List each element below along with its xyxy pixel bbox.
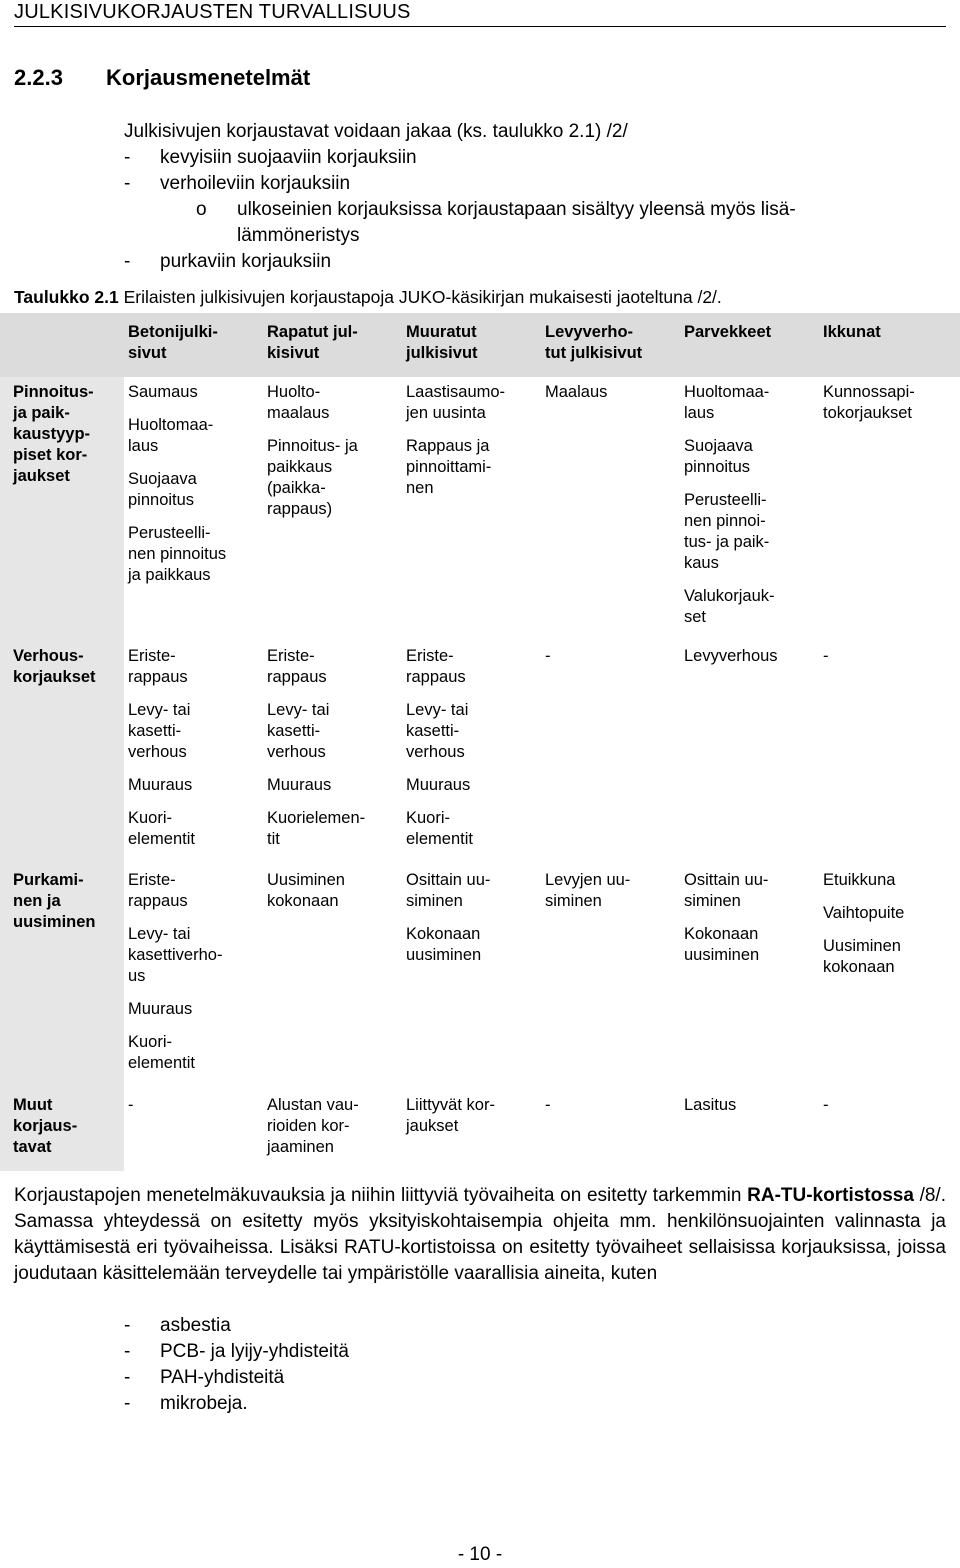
table-row — [0, 1090, 960, 1171]
caption-text: Erilaisten julkisivujen korjaustapoja JUKO-käsikirjan mukaisesti jaoteltuna /2/. — [123, 287, 722, 307]
cell-item: Uusiminen kokonaan — [267, 871, 345, 910]
cell-item: Osittain uu- siminen — [684, 871, 769, 910]
table-cell — [541, 377, 680, 641]
cell-item: Suojaava pinnoitus — [128, 470, 197, 509]
cell-item: Kokonaan uusiminen — [684, 925, 760, 964]
cell-item: Levy- tai kasetti- verhous — [406, 701, 469, 761]
table-cell — [680, 641, 819, 865]
cell-item: Perusteelli- nen pinnoitus ja paikkaus — [128, 524, 227, 584]
cell-item: Osittain uu- siminen — [406, 871, 491, 910]
cell-item: Muuraus — [128, 776, 193, 794]
table-cell — [680, 1090, 819, 1171]
repair-methods-table — [0, 313, 960, 1171]
cell-item: - — [128, 1096, 134, 1114]
table-row — [0, 641, 960, 865]
table-caption — [14, 287, 722, 308]
column-header: Muuratut julkisivut — [402, 313, 541, 377]
cell-item: Levy- tai kasetti- verhous — [128, 701, 191, 761]
table-row — [0, 865, 960, 1090]
intro-item: - purkaviin korjauksiin — [124, 251, 332, 272]
cell-item: Rappaus ja pinnoittami- nen — [406, 437, 492, 497]
table-cell — [680, 865, 819, 1090]
column-header: Parvekkeet — [680, 313, 819, 377]
cell-item: Kuorielemen- tit — [267, 809, 366, 848]
intro-item: - kevyisiin suojaaviin korjauksiin — [124, 147, 417, 168]
cell-item: Pinnoitus- ja paikkaus (paikka- rappaus) — [267, 437, 358, 518]
cell-item: Etuikkuna — [823, 871, 896, 889]
table-cell — [541, 1090, 680, 1171]
cell-item: Huoltomaa- laus — [684, 383, 770, 422]
table-cell — [402, 641, 541, 865]
table-cell — [402, 865, 541, 1090]
cell-item: Muuraus — [128, 1000, 193, 1018]
table-cell — [263, 865, 402, 1090]
cell-item: - — [545, 647, 551, 665]
table-cell — [819, 377, 960, 641]
cell-item: - — [545, 1096, 551, 1114]
column-header: Rapatut jul- kisivut — [263, 313, 402, 377]
cell-item: Muuraus — [406, 776, 471, 794]
cell-item: Huolto- maalaus — [267, 383, 330, 422]
table-cell — [402, 377, 541, 641]
cell-item: - — [823, 647, 829, 665]
cell-item: Levyjen uu- siminen — [545, 871, 631, 910]
cell-item: Eriste- rappaus — [406, 647, 466, 686]
cell-item: Kunnossapi- tokorjaukset — [823, 383, 915, 422]
cell-item: Kuori- elementit — [128, 1033, 195, 1072]
cell-item: Levy- tai kasetti- verhous — [267, 701, 330, 761]
table-cell — [402, 1090, 541, 1171]
table-cell — [263, 1090, 402, 1171]
row-header: Purkami- nen ja uusiminen — [0, 865, 124, 1090]
caption-label: Taulukko 2.1 — [14, 287, 119, 307]
column-header: Ikkunat — [819, 313, 960, 377]
column-header: Levyverho- tut julkisivut — [541, 313, 680, 377]
table-cell — [124, 1090, 263, 1171]
running-header: JULKISIVUKORJAUSTEN TURVALLISUUS — [14, 0, 946, 27]
row-header: Verhous- korjaukset — [0, 641, 124, 865]
section-number: 2.2.3 — [14, 65, 63, 90]
table-cell — [124, 641, 263, 865]
section-title: Korjausmenetelmät — [106, 65, 311, 90]
table-cell — [124, 865, 263, 1090]
cell-item: Suojaava pinnoitus — [684, 437, 753, 476]
table-cell — [124, 377, 263, 641]
corner-cell — [0, 313, 124, 377]
cell-item: Saumaus — [128, 383, 198, 401]
cell-item: Eriste- rappaus — [128, 647, 188, 686]
cell-item: Lasitus — [684, 1096, 737, 1114]
cell-item: Kuori- elementit — [406, 809, 473, 848]
hazard-item: - PCB- ja lyijy-yhdisteitä — [124, 1341, 349, 1362]
cell-item: Kokonaan uusiminen — [406, 925, 482, 964]
cell-item: Liittyvät kor- jaukset — [406, 1096, 495, 1135]
table-cell — [263, 641, 402, 865]
page-number: - 10 - — [457, 1544, 503, 1565]
cell-item: Muuraus — [267, 776, 332, 794]
cell-item: Huoltomaa- laus — [128, 416, 214, 455]
table-cell — [541, 641, 680, 865]
hazard-item: - asbestia — [124, 1315, 231, 1336]
hazard-item: - PAH-yhdisteitä — [124, 1367, 285, 1388]
table-cell — [680, 377, 819, 641]
cell-item: Laastisaumo- jen uusinta — [406, 383, 506, 422]
cell-item: Maalaus — [545, 383, 608, 401]
table-cell — [541, 865, 680, 1090]
intro-item: - verhoileviin korjauksiin — [124, 173, 351, 194]
hazard-item: - mikrobeja. — [124, 1393, 248, 1414]
cell-item: - — [823, 1096, 829, 1114]
row-header: Pinnoitus- ja paik- kaustyyp- piset kor- jaukset — [0, 377, 124, 641]
table-cell — [819, 865, 960, 1090]
cell-item: Uusiminen kokonaan — [823, 937, 901, 976]
intro-subitem-cont: lämmöneristys — [237, 225, 360, 246]
table-cell — [819, 641, 960, 865]
cell-item: Vaihtopuite — [823, 904, 905, 922]
table-cell — [263, 377, 402, 641]
row-header: Muut korjaus- tavat — [0, 1090, 124, 1171]
body-paragraph: Korjaustapojen menetelmäkuvauksia ja niihin liittyviä työvaiheita on esitetty tarkemmin RA-TU-kortistossa /8/. Samassa yhteydessä on esitetty myös yksityiskohtaisempia ohjeita mm. henkilönsuojainten valinnasta ja käyttämisestä eri työvaiheissa. Lisäksi RATU-kortistoissa on esitetty työvaiheet sellaisissa korjauksissa, joissa joudutaan käsittelemään terveydelle tai ympäristölle vaarallisia aineita, kuten — [14, 1185, 946, 1284]
cell-item: Perusteelli- nen pinnoi- tus- ja paik- kaus — [684, 491, 770, 572]
table-cell — [819, 1090, 960, 1171]
cell-item: Valukorjauk- set — [684, 587, 775, 626]
section-heading — [14, 65, 310, 91]
intro-lead: Julkisivujen korjaustavat voidaan jakaa (ks. taulukko 2.1) /2/ — [124, 121, 628, 142]
cell-item: Levy- tai kasettiverho- us — [128, 925, 223, 985]
intro-subitem: o ulkoseinien korjauksissa korjaustapaan sisältyy yleensä myös lisä- — [196, 199, 796, 220]
cell-item: Eriste- rappaus — [128, 871, 188, 910]
cell-item: Alustan vau- rioiden kor- jaaminen — [267, 1096, 359, 1156]
table-row — [0, 377, 960, 641]
cell-item: Levyverhous — [684, 647, 778, 665]
cell-item: Eriste- rappaus — [267, 647, 327, 686]
cell-item: Kuori- elementit — [128, 809, 195, 848]
column-header: Betonijulki- sivut — [124, 313, 263, 377]
